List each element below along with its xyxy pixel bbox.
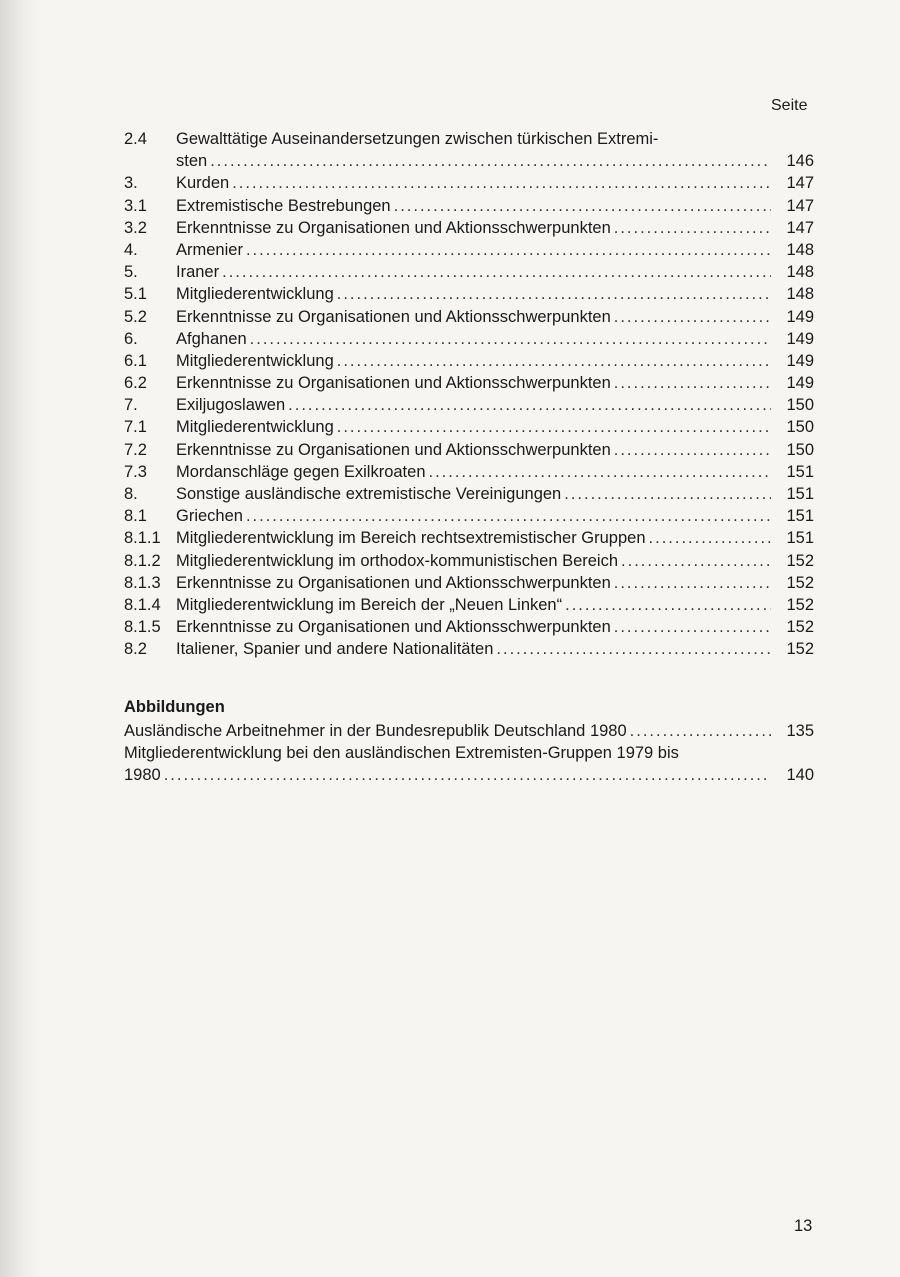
toc-entry — [124, 461, 814, 483]
toc-entry — [124, 195, 814, 217]
toc-entry-number: 7. — [124, 396, 138, 415]
toc-entry-number: 5.2 — [124, 307, 147, 326]
toc-entry — [124, 372, 814, 394]
leader-dots — [210, 150, 771, 172]
toc-entry-title: Iraner — [176, 263, 220, 282]
figure-entry-page: 140 — [786, 766, 814, 785]
toc-entry-number: 3. — [124, 174, 138, 193]
toc-entry-number: 2.4 — [124, 130, 147, 148]
toc-entry — [124, 172, 814, 194]
toc-entry-title-line1: Gewalttätige Auseinandersetzungen zwischen türkischen Extremi- — [176, 130, 659, 148]
toc-entry — [124, 483, 814, 505]
leader-dots — [614, 372, 771, 394]
toc-entry-page: 147 — [786, 174, 814, 193]
page-column-label: Seite — [771, 97, 808, 114]
toc-entry — [124, 527, 814, 549]
toc-entry — [124, 328, 814, 350]
toc-entry-page: 146 — [786, 152, 814, 171]
toc-entry-number: 3.2 — [124, 218, 147, 237]
toc-entry-title: Mitgliederentwicklung — [176, 351, 334, 370]
toc-entry-title: Sonstige ausländische extremistische Vereinigungen — [176, 485, 562, 503]
leader-dots — [564, 483, 771, 505]
leader-dots — [394, 195, 771, 217]
toc-entry-number: 8.1.5 — [124, 618, 161, 637]
toc-entry-number: 8. — [124, 485, 138, 503]
toc-entry-title: Mitgliederentwicklung — [176, 418, 334, 437]
toc-entry — [124, 261, 814, 283]
toc-entry-page: 149 — [786, 329, 814, 348]
leader-dots — [337, 350, 771, 372]
leader-dots — [164, 764, 771, 786]
toc-entry — [124, 128, 814, 172]
leader-dots — [649, 527, 771, 549]
toc-entry-title: Erkenntnisse zu Organisationen und Aktionsschwerpunkten — [176, 440, 611, 459]
figures-list — [124, 720, 814, 787]
figure-entry — [124, 720, 814, 742]
figure-entry-title: 1980 — [124, 766, 161, 785]
leader-dots — [614, 217, 771, 239]
figures-heading: Abbildungen — [124, 698, 225, 716]
toc-entry-page: 152 — [786, 551, 814, 570]
toc-entry-number: 3.1 — [124, 196, 147, 215]
toc-entry — [124, 550, 814, 572]
toc-entry-page: 152 — [786, 640, 814, 659]
toc-entry-page: 148 — [786, 263, 814, 282]
toc-entry-title: Mordanschläge gegen Exilkroaten — [176, 462, 426, 481]
figure-entry-title: Ausländische Arbeitnehmer in der Bundesrepublik Deutschland 1980 — [124, 722, 627, 740]
leader-dots — [246, 505, 771, 527]
toc-entry-page: 152 — [786, 573, 814, 592]
leader-dots — [288, 394, 771, 416]
toc-entry — [124, 439, 814, 461]
toc-entry-title: Erkenntnisse zu Organisationen und Aktionsschwerpunkten — [176, 573, 611, 592]
toc-entry-page: 149 — [786, 351, 814, 370]
toc-entry-page: 150 — [786, 396, 814, 415]
leader-dots — [630, 720, 771, 742]
toc-entry-page: 147 — [786, 196, 814, 215]
scan-edge-shadow — [0, 0, 40, 1277]
leader-dots — [614, 439, 771, 461]
toc-entry-title: Exiljugoslawen — [176, 396, 286, 415]
leader-dots — [337, 283, 771, 305]
toc-entry — [124, 416, 814, 438]
leader-dots — [250, 328, 771, 350]
leader-dots — [429, 461, 772, 483]
toc-entry — [124, 217, 814, 239]
toc-entry-title: Griechen — [176, 507, 243, 526]
figure-entry-title-line1: Mitgliederentwicklung bei den ausländischen Extremisten-Gruppen 1979 bis — [124, 744, 679, 763]
toc-entry-title: Extremistische Bestrebungen — [176, 196, 391, 215]
toc-entry-number: 8.1.1 — [124, 529, 161, 548]
leader-dots — [246, 239, 771, 261]
leader-dots — [621, 550, 771, 572]
toc-entry-number: 6.1 — [124, 351, 147, 370]
toc-entry-page: 149 — [786, 307, 814, 326]
toc-entry-title: Afghanen — [176, 329, 247, 348]
toc-entry — [124, 594, 814, 616]
leader-dots — [614, 572, 771, 594]
toc-entry-number: 5. — [124, 263, 138, 282]
toc-entry — [124, 350, 814, 372]
toc-entry-page: 148 — [786, 285, 814, 304]
toc-entry-number: 7.3 — [124, 462, 147, 481]
page-number: 13 — [794, 1217, 813, 1235]
toc-entry-title: Erkenntnisse zu Organisationen und Aktionsschwerpunkten — [176, 374, 611, 393]
toc-entry-number: 8.1.2 — [124, 551, 161, 570]
toc-entry-title: Kurden — [176, 174, 230, 193]
leader-dots — [337, 416, 771, 438]
toc-entry — [124, 505, 814, 527]
leader-dots — [222, 261, 771, 283]
toc-entry-number: 8.1.4 — [124, 595, 161, 614]
toc-entry-number: 8.2 — [124, 640, 147, 659]
leader-dots — [614, 616, 771, 638]
toc-entry — [124, 572, 814, 594]
toc-entry-title: Erkenntnisse zu Organisationen und Aktionsschwerpunkten — [176, 218, 611, 237]
toc-entry-title: Armenier — [176, 240, 243, 259]
toc-entry-page: 150 — [786, 418, 814, 437]
toc-entry-number: 4. — [124, 240, 138, 259]
toc-entry-title: Mitgliederentwicklung im Bereich der „Neuen Linken“ — [176, 595, 563, 614]
toc-entry-page: 149 — [786, 374, 814, 393]
toc-entry-title: Mitgliederentwicklung im orthodox-kommunistischen Bereich — [176, 551, 619, 570]
toc-entry — [124, 306, 814, 328]
toc-entry-page: 150 — [786, 440, 814, 459]
toc-entry-title: Italiener, Spanier und andere Nationalitäten — [176, 640, 494, 659]
toc-entry-number: 8.1.3 — [124, 573, 161, 592]
toc-entry-page: 151 — [786, 529, 814, 548]
figure-entry-page: 135 — [786, 722, 814, 740]
toc-entry-page: 152 — [786, 595, 814, 614]
toc-entry-page: 151 — [786, 485, 814, 503]
toc-entry-title: Erkenntnisse zu Organisationen und Aktionsschwerpunkten — [176, 618, 611, 637]
leader-dots — [614, 306, 771, 328]
leader-dots — [496, 638, 771, 660]
toc-entry-page: 147 — [786, 218, 814, 237]
toc-entry-number: 7.1 — [124, 418, 147, 437]
toc-entry-title: Erkenntnisse zu Organisationen und Aktionsschwerpunkten — [176, 307, 611, 326]
toc-entry-title: Mitgliederentwicklung — [176, 285, 334, 304]
toc-entry-page: 151 — [786, 507, 814, 526]
toc-entry-number: 5.1 — [124, 285, 147, 304]
toc-entry-number: 8.1 — [124, 507, 147, 526]
table-of-contents — [124, 128, 814, 661]
toc-entry — [124, 283, 814, 305]
figure-entry — [124, 742, 814, 786]
toc-entry-page: 152 — [786, 618, 814, 637]
toc-entry-number: 6.2 — [124, 374, 147, 393]
toc-entry — [124, 239, 814, 261]
leader-dots — [565, 594, 771, 616]
toc-entry — [124, 394, 814, 416]
toc-entry-page: 151 — [786, 462, 814, 481]
toc-entry — [124, 638, 814, 660]
toc-entry — [124, 616, 814, 638]
toc-entry-page: 148 — [786, 240, 814, 259]
toc-entry-title: Mitgliederentwicklung im Bereich rechtsextremistischer Gruppen — [176, 529, 646, 548]
toc-entry-number: 6. — [124, 329, 138, 348]
toc-entry-number: 7.2 — [124, 440, 147, 459]
toc-entry-title: sten — [176, 152, 208, 171]
leader-dots — [232, 172, 771, 194]
